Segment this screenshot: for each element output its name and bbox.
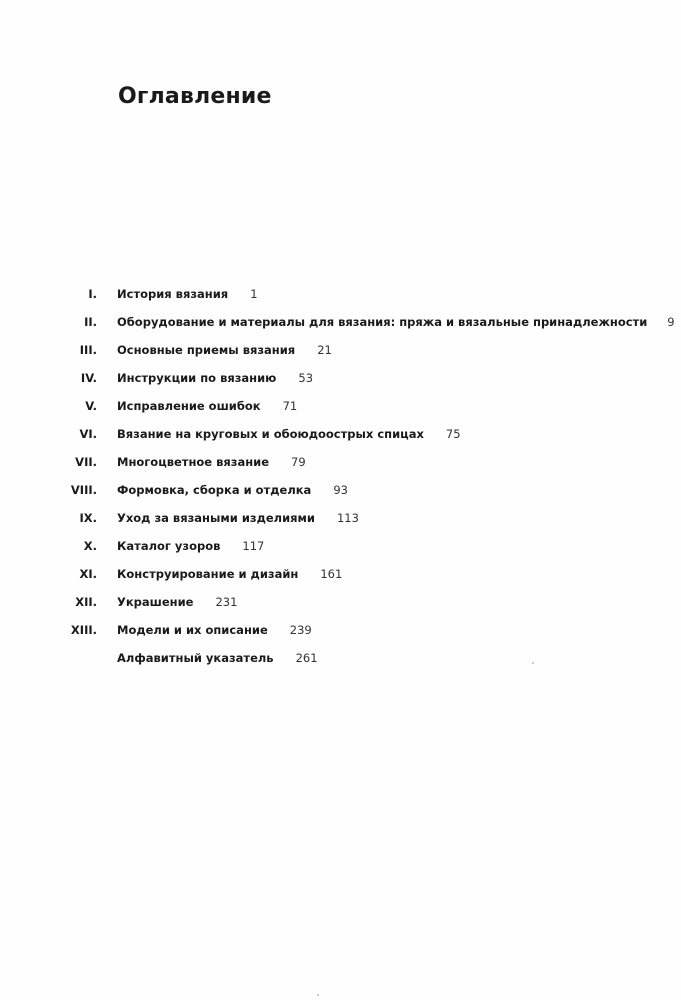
toc-entry-number: VII. — [75, 455, 97, 469]
toc-entry[interactable] — [0, 539, 681, 567]
toc-entry[interactable] — [0, 595, 681, 623]
toc-entry-page: 21 — [317, 343, 332, 357]
toc-entry-page: 79 — [291, 455, 306, 469]
toc-entry-title: Инструкции по вязанию 53 — [117, 371, 314, 385]
toc-entry-page: 231 — [215, 595, 238, 609]
toc-entry-page: 9 — [667, 315, 675, 329]
toc-entry-title: Основные приемы вязания 21 — [117, 343, 332, 357]
toc-entry-number: IX. — [79, 511, 97, 525]
page-title: Оглавление — [118, 84, 272, 109]
table-of-contents — [0, 287, 681, 679]
toc-entry[interactable] — [0, 567, 681, 595]
toc-entry-page: 75 — [445, 427, 461, 441]
toc-entry-number: XIII. — [70, 623, 97, 637]
toc-entry-number: II. — [84, 315, 97, 329]
toc-entry-title: Оборудование и материалы для вязания: пряжа и вязальные принадлежности 9 — [117, 315, 675, 329]
toc-entry[interactable] — [0, 483, 681, 511]
toc-entry[interactable] — [0, 315, 681, 343]
toc-entry-title: Уход за вязаными изделиями 113 — [117, 511, 359, 525]
toc-entry[interactable] — [0, 651, 681, 679]
toc-entry-title: История вязания 1 — [117, 287, 258, 301]
toc-entry-number: VI. — [79, 427, 97, 441]
toc-entry[interactable] — [0, 371, 681, 399]
toc-entry-title: Украшение 231 — [117, 595, 238, 609]
toc-entry[interactable] — [0, 427, 681, 455]
toc-entry-page: 113 — [336, 511, 359, 525]
toc-entry-title: Исправление ошибок 71 — [117, 399, 298, 413]
toc-entry[interactable] — [0, 455, 681, 483]
toc-entry[interactable] — [0, 399, 681, 427]
toc-entry-title: Многоцветное вязание 79 — [117, 455, 306, 469]
toc-entry-number: XII. — [75, 595, 97, 609]
toc-entry-number: XI. — [79, 567, 97, 581]
toc-entry-number: I. — [88, 287, 97, 301]
toc-entry-title: Алфавитный указатель 261 — [117, 651, 318, 665]
toc-entry-page: 117 — [242, 539, 265, 553]
toc-entry-number: VIII. — [70, 483, 97, 497]
toc-entry-number: IV. — [80, 371, 97, 385]
toc-entry-title: Вязание на круговых и обоюдоострых спицах 75 — [117, 427, 461, 441]
toc-entry-page: 239 — [289, 623, 312, 637]
toc-entry-number: X. — [83, 539, 97, 553]
toc-entry-title: Конструирование и дизайн 161 — [117, 567, 343, 581]
toc-entry-number: V. — [85, 399, 97, 413]
toc-entry-page: 161 — [320, 567, 343, 581]
toc-entry-page: 53 — [298, 371, 314, 385]
toc-entry-title: Формовка, сборка и отделка 93 — [117, 483, 348, 497]
toc-entry-number: III. — [79, 343, 97, 357]
paper-speck — [532, 662, 534, 664]
toc-entry[interactable] — [0, 623, 681, 651]
toc-entry-title: Каталог узоров 117 — [117, 539, 265, 553]
toc-entry[interactable] — [0, 511, 681, 539]
toc-entry-page: 93 — [333, 483, 348, 497]
toc-entry-title: Модели и их описание 239 — [117, 623, 312, 637]
toc-entry[interactable] — [0, 287, 681, 315]
toc-entry[interactable] — [0, 343, 681, 371]
paper-speck — [317, 994, 319, 996]
toc-entry-page: 71 — [282, 399, 298, 413]
toc-entry-page: 261 — [295, 651, 318, 665]
toc-entry-page: 1 — [250, 287, 258, 301]
